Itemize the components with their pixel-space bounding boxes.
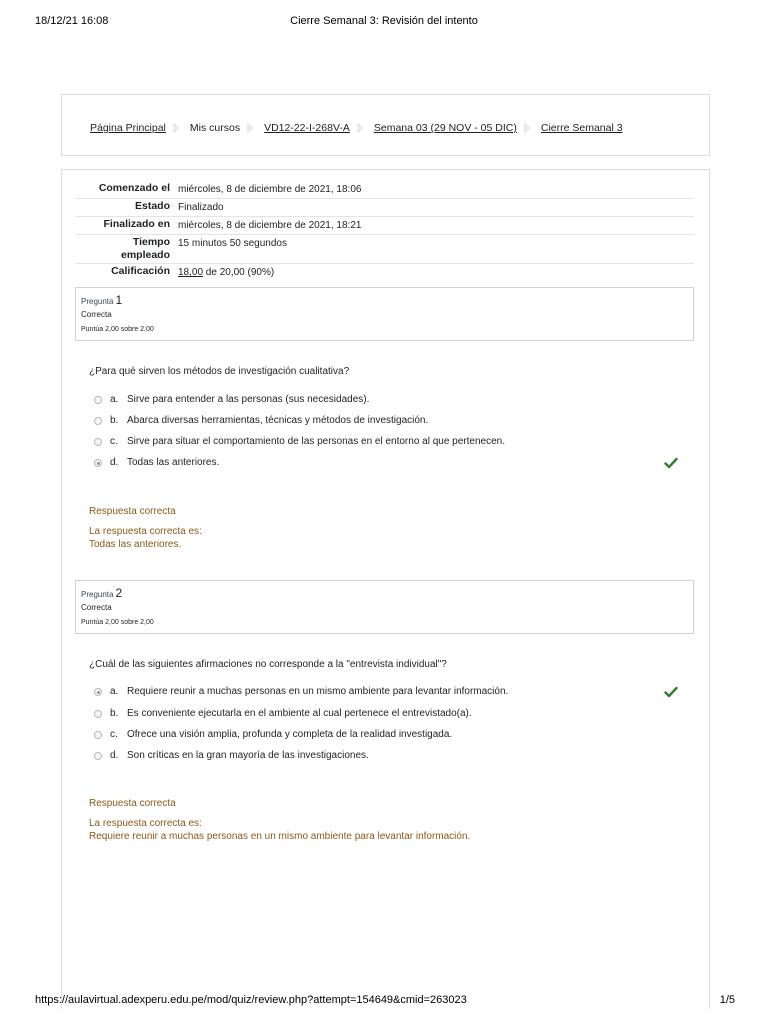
radio-button[interactable] — [94, 752, 102, 760]
summary-label: Estado — [134, 200, 170, 212]
summary-row-completed — [76, 217, 694, 235]
feedback-answer: Requiere reunir a muchas personas en un mismo ambiente para levantar información. — [89, 831, 471, 842]
print-date: 18/12/21 16:08 — [35, 15, 109, 27]
question-grade: Puntúa 2,00 sobre 2,00 — [81, 619, 154, 626]
answer-text: Son críticas en la gran mayoría de las investigaciones. — [127, 750, 369, 761]
summary-value: miércoles, 8 de diciembre de 2021, 18:21 — [178, 220, 362, 231]
answer-letter: d. — [110, 750, 119, 761]
question-number-value: 1 — [115, 293, 123, 307]
question-feedback — [89, 505, 202, 551]
summary-label: Comenzado el — [98, 182, 170, 194]
radio-button[interactable] — [94, 438, 102, 446]
breadcrumb — [90, 119, 623, 137]
answer-letter: a. — [110, 686, 119, 697]
answer-option[interactable] — [94, 415, 684, 433]
feedback-answer: Todas las anteriores. — [89, 539, 182, 550]
radio-button[interactable] — [94, 396, 102, 404]
question-number-value: 2 — [115, 586, 123, 600]
answer-text: Todas las anteriores. — [127, 457, 220, 468]
print-url: https://aulavirtual.adexperu.edu.pe/mod/quiz/review.php?attempt=154649&cmid=263023 — [35, 994, 467, 1006]
answer-text: Requiere reunir a muchas personas en un mismo ambiente para levantar información. — [127, 686, 509, 697]
summary-value — [178, 265, 694, 280]
answer-option[interactable] — [94, 750, 684, 768]
summary-row-started — [76, 181, 694, 199]
check-icon — [664, 457, 678, 469]
breadcrumb-my-courses-link[interactable]: Mis cursos — [189, 122, 241, 134]
summary-label — [76, 236, 178, 262]
question-number — [81, 293, 122, 307]
question-prefix: Pregunta — [81, 590, 114, 599]
question-info-box — [75, 287, 694, 341]
question-prefix: Pregunta — [81, 297, 114, 306]
answer-letter: b. — [110, 708, 119, 719]
question-text: ¿Para qué sirven los métodos de investigación cualitativa? — [89, 366, 350, 377]
answer-option-selected[interactable] — [94, 457, 684, 475]
question-state: Correcta — [81, 603, 112, 612]
answer-option[interactable] — [94, 708, 684, 726]
summary-label: Finalizado en — [103, 218, 170, 230]
summary-value: 15 minutos 50 segundos — [178, 238, 287, 249]
breadcrumb-separator-icon — [357, 119, 366, 137]
question-grade: Puntúa 2,00 sobre 2,00 — [81, 326, 154, 333]
radio-button-checked[interactable] — [94, 459, 102, 467]
answer-option-selected[interactable] — [94, 686, 684, 704]
summary-label-line: Tiempo — [132, 236, 170, 248]
breadcrumb-home-link[interactable]: Página Principal — [90, 122, 166, 134]
breadcrumb-separator-icon — [524, 119, 533, 137]
answer-option[interactable] — [94, 394, 684, 412]
grade-score: 18,00 — [178, 267, 204, 278]
breadcrumb-separator-icon — [173, 119, 182, 137]
feedback-title: Respuesta correcta — [89, 798, 176, 809]
summary-label: Calificación — [111, 265, 170, 277]
answer-letter: d. — [110, 457, 119, 468]
answer-text: Sirve para situar el comportamiento de las personas en el entorno al que pertenecen. — [127, 436, 506, 447]
question-number — [81, 586, 122, 600]
radio-button[interactable] — [94, 417, 102, 425]
summary-row-state — [76, 199, 694, 217]
answer-option[interactable] — [94, 436, 684, 454]
summary-value: miércoles, 8 de diciembre de 2021, 18:06 — [178, 184, 362, 195]
answer-option[interactable] — [94, 729, 684, 747]
feedback-intro: La respuesta correcta es: — [89, 526, 202, 537]
question-state: Correcta — [81, 310, 112, 319]
answer-text: Es conveniente ejecutarla en el ambiente al cual pertenece el entrevistado(a). — [127, 708, 472, 719]
grade-total: de 20,00 (90%) — [203, 267, 275, 278]
breadcrumb-course-link[interactable]: VD12-22-I-268V-A — [264, 122, 350, 134]
breadcrumb-section-link[interactable]: Semana 03 (29 NOV - 05 DIC) — [373, 122, 517, 134]
answer-letter: c. — [110, 729, 118, 740]
feedback-title: Respuesta correcta — [89, 506, 176, 517]
answer-text: Abarca diversas herramientas, técnicas y métodos de investigación. — [127, 415, 429, 426]
question-text: ¿Cuál de las siguientes afirmaciones no corresponde a la "entrevista individual"? — [89, 659, 447, 670]
print-page-number: 1/5 — [719, 994, 735, 1006]
summary-label-line: empleado — [120, 249, 170, 261]
answer-letter: b. — [110, 415, 119, 426]
summary-row-grade — [76, 264, 694, 281]
check-icon — [664, 686, 678, 698]
question-info-box — [75, 580, 694, 634]
answer-text: Ofrece una visión amplia, profunda y completa de la realidad investigada. — [127, 729, 453, 740]
radio-button[interactable] — [94, 710, 102, 718]
summary-row-time-taken — [76, 235, 694, 264]
print-footer — [0, 994, 768, 1010]
summary-value: Finalizado — [178, 202, 224, 213]
radio-button[interactable] — [94, 731, 102, 739]
answer-letter: a. — [110, 394, 119, 405]
print-header — [0, 15, 768, 31]
question-feedback — [89, 797, 470, 843]
breadcrumb-quiz-link[interactable]: Cierre Semanal 3 — [540, 122, 623, 134]
print-title: Cierre Semanal 3: Revisión del intento — [290, 15, 478, 27]
attempt-summary-table — [76, 181, 694, 281]
feedback-intro: La respuesta correcta es: — [89, 818, 202, 829]
answer-text: Sirve para entender a las personas (sus necesidades). — [127, 394, 370, 405]
breadcrumb-container — [61, 94, 710, 156]
breadcrumb-separator-icon — [247, 119, 256, 137]
answer-letter: c. — [110, 436, 118, 447]
radio-button-checked[interactable] — [94, 688, 102, 696]
